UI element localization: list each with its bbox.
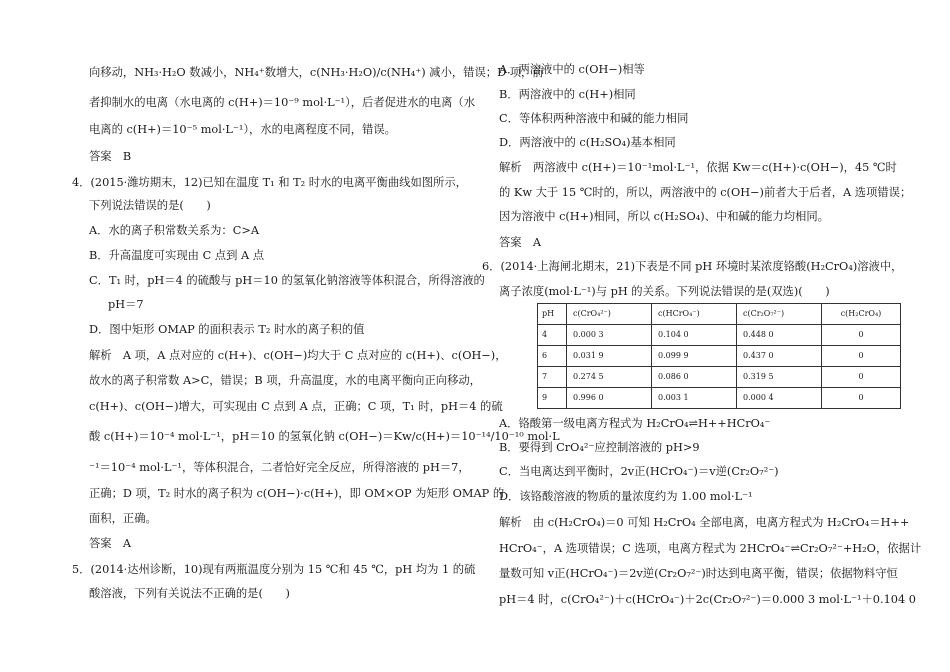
table-cell: 0.274 5 (567, 367, 652, 388)
option-b: B．两溶液中的 c(H+)相同 (499, 88, 636, 101)
table-header-cell: c(Cr₂O₇²⁻) (737, 304, 822, 325)
table-cell: 0.319 5 (737, 367, 822, 388)
table-cell: 4 (538, 325, 567, 346)
text-line: 的 Kw 大于 15 ℃时的，所以，两溶液中的 c(OH−)前者大于后者，A 选项错误； (499, 186, 912, 199)
text-line: 酸溶液，下列有关说法不正确的是( ) (89, 587, 290, 600)
text-line: 面积，正确。 (89, 512, 157, 525)
table-cell: 0 (822, 325, 901, 346)
option-b: B．要得到 CrO₄²⁻应控制溶液的 pH>9 (499, 441, 700, 454)
answer-line: 答案 A (89, 537, 132, 550)
ph-concentration-table (537, 303, 901, 409)
text-line: pH＝7 (108, 298, 144, 311)
text-line: 酸 c(H+)＝10⁻⁴ mol·L⁻¹，pH＝10 的氢氧化钠 c(OH−)＝Kw/c(H+)＝10⁻¹⁴/10⁻¹⁰ mol·L (89, 430, 560, 443)
table-header-cell: c(CrO₄²⁻) (567, 304, 652, 325)
text-line: 量数可知 v正(HCrO₄⁻)＝2v逆(Cr₂O₇²⁻)时达到电离平衡，错误；依据物料守恒 (499, 567, 898, 580)
question-title: 4．(2015·潍坊期末，12)已知在温度 T₁ 和 T₂ 时水的电离平衡曲线如图所示， (72, 176, 467, 189)
table-cell: 0 (822, 388, 901, 409)
text-line: 故水的离子积常数 A>C，错误；B 项，升高温度，水的电离平衡向正向移动， (89, 374, 481, 387)
table-cell: 0.437 0 (737, 346, 822, 367)
text-line: ⁻¹＝10⁻⁴ mol·L⁻¹，等体积混合，二者恰好完全反应，所得溶液的 pH＝7， (89, 461, 470, 474)
table-cell: 0.448 0 (737, 325, 822, 346)
table-row (538, 346, 901, 367)
table-cell: 0.031 9 (567, 346, 652, 367)
table-cell: 0.000 3 (567, 325, 652, 346)
text-line: pH＝4 时，c(CrO₄²⁻)＋c(HCrO₄⁻)＋2c(Cr₂O₇²⁻)＝0.000 3 mol·L⁻¹＋0.104 0 (499, 593, 916, 606)
text-line: 因为溶液中 c(H+)相同，所以 c(H₂SO₄)、中和碱的能力均相同。 (499, 210, 829, 223)
option-d: D．图中矩形 OMAP 的面积表示 T₂ 时水的离子积的值 (89, 323, 365, 336)
table-row (538, 367, 901, 388)
table-row (538, 388, 901, 409)
text-line: 电离的 c(H+)＝10⁻⁵ mol·L⁻¹），水的电离程度不同，错误。 (89, 123, 396, 136)
text-line: 正确；D 项，T₂ 时水的离子积为 c(OH−)·c(H+)，即 OM×OP 为矩形 OMAP 的 (89, 487, 505, 500)
option-a: A．两溶液中的 c(OH−)相等 (499, 63, 645, 76)
table-cell: 0.000 4 (737, 388, 822, 409)
answer-line: 答案 B (89, 150, 132, 163)
question-title: 5．(2014·达州诊断，10)现有两瓶温度分别为 15 ℃和 45 ℃，pH 均为 1 的硫 (72, 563, 476, 576)
table-cell: 0.086 0 (652, 367, 737, 388)
text-line: HCrO₄⁻，A 选项错误；C 选项，电离方程式为 2HCrO₄⁻⇌Cr₂O₇²⁻+H₂O，依据计 (499, 542, 922, 555)
text-line: 离子浓度(mol·L⁻¹)与 pH 的关系。下列说法错误的是(双选)( ) (499, 285, 830, 298)
table-cell: 0.104 0 (652, 325, 737, 346)
table-header-row (538, 304, 901, 325)
table-header-cell: c(HCrO₄⁻) (652, 304, 737, 325)
analysis-line: 解析 A 项，A 点对应的 c(H+)、c(OH−)均大于 C 点对应的 c(H+)、c(OH−)， (89, 349, 507, 362)
analysis-line: 解析 两溶液中 c(H+)＝10⁻¹mol·L⁻¹，依据 Kw＝c(H+)·c(OH−)，45 ℃时 (499, 161, 897, 174)
table-header-cell: pH (538, 304, 567, 325)
table-cell: 0.099 9 (652, 346, 737, 367)
option-c: C．T₁ 时，pH＝4 的硫酸与 pH＝10 的氢氧化钠溶液等体积混合，所得溶液的 (89, 274, 485, 287)
option-c: C．当电离达到平衡时，2v正(HCrO₄⁻)＝v逆(Cr₂O₇²⁻) (499, 465, 779, 478)
question-title: 6．(2014·上海闸北期末，21)下表是不同 pH 环境时某浓度铬酸(H₂CrO₄)溶液中， (482, 260, 903, 273)
option-d: D．该铬酸溶液的物质的量浓度约为 1.00 mol·L⁻¹ (499, 490, 753, 503)
table-row (538, 325, 901, 346)
text-line: 向移动，NH₃·H₂O 数减小，NH₄⁺数增大，c(NH₃·H₂O)/c(NH₄⁺) 减小，错误；D 项，前 (89, 66, 544, 79)
text-line: c(H+)、c(OH−)增大，可实现由 C 点到 A 点，正确；C 项，T₁ 时，pH＝4 的硫 (89, 400, 503, 413)
table-cell: 6 (538, 346, 567, 367)
option-d: D．两溶液中的 c(H₂SO₄)基本相同 (499, 136, 676, 149)
table-cell: 0 (822, 367, 901, 388)
table-cell: 7 (538, 367, 567, 388)
answer-line: 答案 A (499, 236, 542, 249)
table-cell: 0 (822, 346, 901, 367)
table-cell: 9 (538, 388, 567, 409)
option-a: A．铬酸第一级电离方程式为 H₂CrO₄⇌H++HCrO₄⁻ (499, 417, 771, 430)
option-b: B．升高温度可实现由 C 点到 A 点 (89, 249, 265, 262)
text-line: 下列说法错误的是( ) (89, 199, 211, 212)
option-a: A．水的离子积常数关系为：C>A (89, 224, 259, 237)
table-header-cell: c(H₂CrO₄) (822, 304, 901, 325)
option-c: C．等体积两种溶液中和碱的能力相同 (499, 112, 689, 125)
table-cell: 0.996 0 (567, 388, 652, 409)
analysis-line: 解析 由 c(H₂CrO₄)＝0 可知 H₂CrO₄ 全部电离，电离方程式为 H₂CrO₄＝H++ (499, 516, 910, 529)
text-line: 者抑制水的电离（水电离的 c(H+)＝10⁻⁹ mol·L⁻¹），后者促进水的电离（水 (89, 96, 475, 109)
table-cell: 0.003 1 (652, 388, 737, 409)
